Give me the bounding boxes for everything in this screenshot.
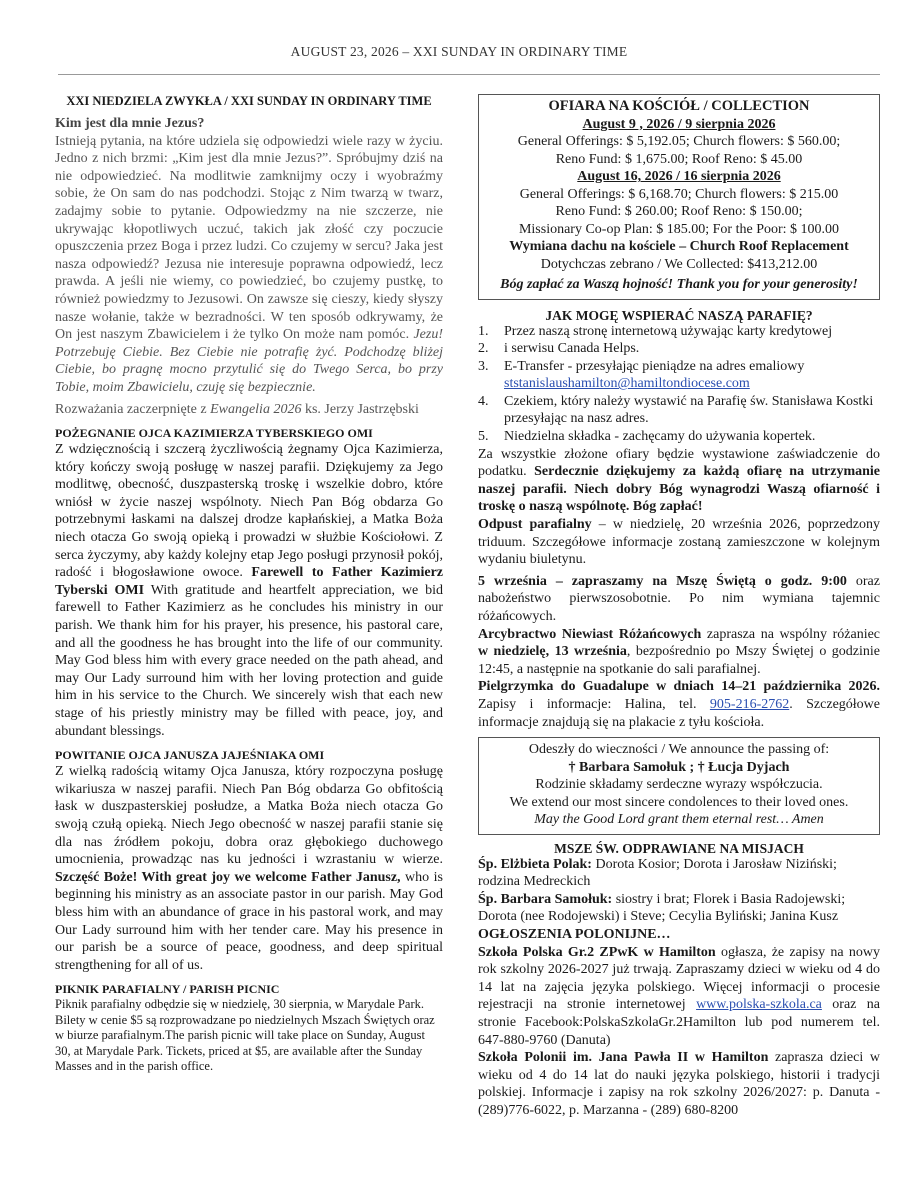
polonia-heading: OGŁOSZENIA POLONIJNE… — [478, 927, 671, 943]
pilgrimage-announcement: Pielgrzymka do Guadalupe w dniach 14–21 października 2026. Zapisy i informacje: Halina, tel. 905-216-2762. Szczegółowe informacje znajdują się na plakacie z tyłu kościoła. — [478, 679, 881, 730]
reflection-text — [55, 133, 443, 397]
farewell-text: Z wdzięcznością i szczerą życzliwością żegnamy Ojca Kazimierza, który kończy swoją posługę w naszej parafii. Dziękujemy za Jego modlitwę, obecność, duszpasterską troskę i wszelkie dobro, które wniósł w życie naszej wspólnoty. Niech Pan Bóg obdarza Go potrzebnymi łaskami na dalszej drodze kapłańskiej, a Matka Boża niech otacza Go swoją opieką i prowadzi w służbie Kościołowi. Z serca życzymy, aby każdy kolejny etap Jego posługi przynosił pokój, radość i błogosławione owoce. Farewell to Father Kazimierz Tyberski OMI With gratitude and heartfelt appreciation, we bid farewell to Father Kazimierz as he concludes his ministry in our parish. We thank him for his prayer, his presence, his pastoral care, and all the goodness he has brought into the life of our community. May God bless him with every grace needed on the path ahead, and may Our Lady surround him with her loving protection and guide him in his service to the Church. We sincerely wish that each new stage of his priestly ministry may be filled with peace, joy, and abundant blessings. — [55, 442, 443, 739]
header-rule — [58, 74, 880, 75]
support-note: Za wszystkie złożone ofiary będzie wystawione zaświadczenie do podatku. Serdecznie dziękujemy za każdą ofiarę na utrzymanie naszej parafii. Niech dobry Bóg wynagrodzi Waszą ofiarność i troskę o naszą wspólnotę. Bóg zapłać! — [478, 446, 880, 515]
left-column — [55, 94, 443, 1075]
reflection-prayer: Jezu! Potrzebuję Ciebie. Bez Ciebie nie potrafię żyć. Podchodzę bliżej Ciebie, bo pragnę mocno przytulić się do Twego Serca, bo przy Tobie, moim Zbawicielu, czuję się bezpiecznie. — [55, 327, 444, 395]
collection-d2-line1: General Offerings: $ 6,168.70; Church flowers: $ 215.00 — [519, 186, 839, 202]
collection-d2-line3: Missionary Co-op Plan: $ 185.00; For the Poor: $ 100.00 — [518, 221, 840, 237]
obituary-line3: Rodzinie składamy serdeczne wyrazy współczucia. — [535, 777, 823, 793]
masses-entry-1: Śp. Elżbieta Polak: Dorota Kosior; Dorota i Jarosław Niziński; rodzina Medreckich — [478, 856, 837, 890]
picnic-heading: PIKNIK PARAFIALNY / PARISH PICNIC — [55, 982, 280, 997]
obituary-line5: May the Good Lord grant them eternal rest… Amen — [534, 812, 824, 828]
right-column — [478, 94, 880, 1120]
parish-email-link[interactable]: ststanislaushamilton@hamiltondiocese.com — [504, 376, 750, 392]
polonia-school-2: Szkoła Polonii im. Jana Pawła II w Hamilton zaprasza dzieci w wieku od 4 do 14 lat do nauki języka polskiego, historii i tradycji polskiej. Informacje i zapisy na rok szkolny 2026/2027: p. Danuta - (289)776-6022, p. Marzanna - (289) 680-8200 — [478, 1050, 880, 1118]
collection-thanks: Bóg zapłać za Waszą hojność! Thank you for your generosity! — [500, 277, 858, 292]
collection-d2-line2: Reno Fund: $ 260.00; Roof Reno: $ 150.00; — [555, 204, 803, 219]
obituary-line1: Odeszły do wieczności / We announce the passing of: — [528, 742, 830, 758]
support-item-5: 5. Niedzielna składka - zachęcamy do używania kopertek. — [478, 429, 816, 445]
picnic-text: Piknik parafialny odbędzie się w niedzielę, 30 sierpnia, w Marydale Park. Bilety w cenie $5 są rozprowadzane po niedzielnych Mszach Świętych oraz w biurze parafialnym.The parish picnic will take place on Sunday, August 30, at Marydale Park. Tickets, priced at $5, are available after the Sunday Masses and in the parish office. — [55, 997, 435, 1074]
collection-d1-line2: Reno Fund: $ 1,675.00; Roof Reno: $ 45.00 — [555, 151, 803, 167]
sept5-announcement: 5 września – zapraszamy na Mszę Świętą o godz. 9:00 oraz nabożeństwo pierwszosobotnie. Po nim wymiana tajemnic różańcowych. — [478, 573, 880, 624]
support-item-2: 2. i serwisu Canada Helps. — [478, 341, 640, 357]
collection-d1-line1: General Offerings: $ 5,192.05; Church flowers: $ 560.00; — [517, 134, 841, 149]
masses-heading: MSZE ŚW. ODPRAWIANE NA MISJACH — [554, 840, 804, 856]
pilgrimage-phone-link[interactable]: 905-216-2762 — [709, 696, 790, 712]
support-heading: JAK MOGĘ WSPIERAĆ NASZĄ PARAFIĘ? — [545, 307, 813, 323]
running-header: AUGUST 23, 2026 – XXI SUNDAY IN ORDINARY TIME — [290, 44, 628, 59]
collection-title: OFIARA NA KOŚCIÓŁ / COLLECTION — [548, 98, 810, 114]
collection-date-1: August 9 , 2026 / 9 sierpnia 2026 — [582, 116, 776, 132]
rosary-announcement: Arcybractwo Niewiast Różańcowych zaprasza na wspólny różaniec w niedzielę, 13 września, bezpośrednio po Mszy Świętej o godzinie 12:45, a następnie na spotkanie do sali parafialnej. — [478, 626, 881, 677]
obituary-names: † Barbara Samołuk ; † Łucja Dyjach — [568, 759, 790, 775]
support-list — [478, 323, 880, 446]
support-item-3: 3. E-Transfer - przesyłając pieniądze na adres emaliowy ststanislaushamilton@hamiltondiocese.com — [478, 358, 805, 392]
reflection-body: Istnieją pytania, na które udziela się odpowiedzi wiele razy w życiu. Jedno z nich brzmi: „Kim jest dla mnie Jezus?”. Spróbujmy dziś na nie odpowiedzieć. Na modlitwie zamknijmy oczy i wyobraźmy sobie, że On sam do nas podchodzi. Stojąc z Nim twarzą w twarz, zadajmy sobie to pytanie. Odpowiedzmy na nie szczerze, nie ukrywając kłopotliwych uczuć, takich jak złość czy poczucie opuszczenia przez Boga i przez ludzi. Co czujemy w sercu? Jaka jest nasza odpowiedź? Jezusa nie interesuje poprawna odpowiedź, lecz prawda. A jeśli nie wiemy, co powiedzieć, bo czujemy pustkę, to również powiedzmy to Jezusowi. On zawsze się cieszy, kiedy słyszy nasze wołanie, także w bezradności. W ten sposób odkrywamy, że On jest naszym Zbawicielem i że tylko On może nam pomóc. — [55, 133, 443, 343]
farewell-heading: POŻEGNANIE OJCA KAZIMIERZA TYBERSKIEGO OMI — [55, 426, 373, 441]
roof-collected: Dotychczas zebrano / We Collected: $413,212.00 — [540, 256, 818, 272]
obituary-box — [478, 737, 880, 835]
collection-date-2: August 16, 2026 / 16 sierpnia 2026 — [577, 169, 781, 184]
reflection-question: Kim jest dla mnie Jezus? — [55, 116, 205, 131]
obituary-line4: We extend our most sincere condolences to their loved ones. — [509, 794, 849, 810]
collection-box — [478, 94, 880, 300]
welcome-en-title: Szczęść Boże! With great joy we welcome Father Janusz, — [55, 869, 401, 885]
reflection-source: Rozważania zaczerpnięte z Ewangelia 2026 ks. Jerzy Jastrzębski — [55, 401, 419, 417]
welcome-heading: POWITANIE OJCA JANUSZA JAJEŚNIAKA OMI — [55, 748, 325, 763]
sunday-title: XXI NIEDZIELA ZWYKŁA / XXI SUNDAY IN ORDINARY TIME — [66, 94, 432, 108]
odpust-announcement: Odpust parafialny – w niedzielę, 20 września 2026, poprzedzony triduum. Szczegółowe informacje zostaną zamieszczone w kolejnym wydaniu biuletynu. — [478, 517, 880, 568]
school-website-link[interactable]: www.polska-szkola.ca — [696, 997, 822, 1013]
support-item-4: 4. Czekiem, który należy wystawić na Parafię św. Stanisława Kostki przesyłając na nasz adres. — [478, 393, 874, 427]
farewell-en-title: Farewell to Father Kazimierz Tyberski OMI — [55, 565, 443, 598]
polonia-school-1: Szkoła Polska Gr.2 ZPwK w Hamilton ogłasza, że zapisy na nowy rok szkolny 2026-2027 już trwają. Zapraszamy dzieci w wieku od 4 do 14 lat na zajęcia języka polskiego. Więcej informacji o procesie rejestracji na stronie internetowej www.polska-szkola.ca oraz na stronie Facebook:PolskaSzkolaGr.2Hamilton lub pod numerem tel. 647-880-9760 (Danuta) — [478, 944, 881, 1048]
roof-title: Wymiana dachu na kościele – Church Roof Replacement — [509, 239, 849, 254]
source-book: Ewangelia 2026 — [210, 401, 302, 417]
welcome-text: Z wielką radością witamy Ojca Janusza, który rozpoczyna posługę wikariusza w naszej parafii. Niech Pan Bóg obdarza Go obfitością łask w duszpasterskiej posłudze, a Matka Boża niech otacza Go swoją czułą opieką. Niech Jego obecność w naszej parafii stanie się dla nas źródłem pokoju, dobra oraz głębokiego duchowego umocnienia, prowadząc nas ku jedności i wzrastaniu w wierze. Szczęść Boże! With great joy we welcome Father Janusz, who is beginning his ministry as an associate pastor in our parish. May God bless him with an abundance of grace in his pastoral work, and may Our Lady surround him with her tender care. May his presence in our parish be a source of peace, goodness, and deep spiritual strengthening for all of us. — [55, 764, 443, 973]
masses-entry-2: Śp. Barbara Samołuk: siostry i brat; Florek i Basia Radojewski; Dorota (nee Rodojewski) i Steve; Cecylia Byliński; Janina Kusz — [478, 891, 846, 925]
support-item-1: 1. Przez naszą stronę internetową używając karty kredytowej — [478, 323, 833, 339]
